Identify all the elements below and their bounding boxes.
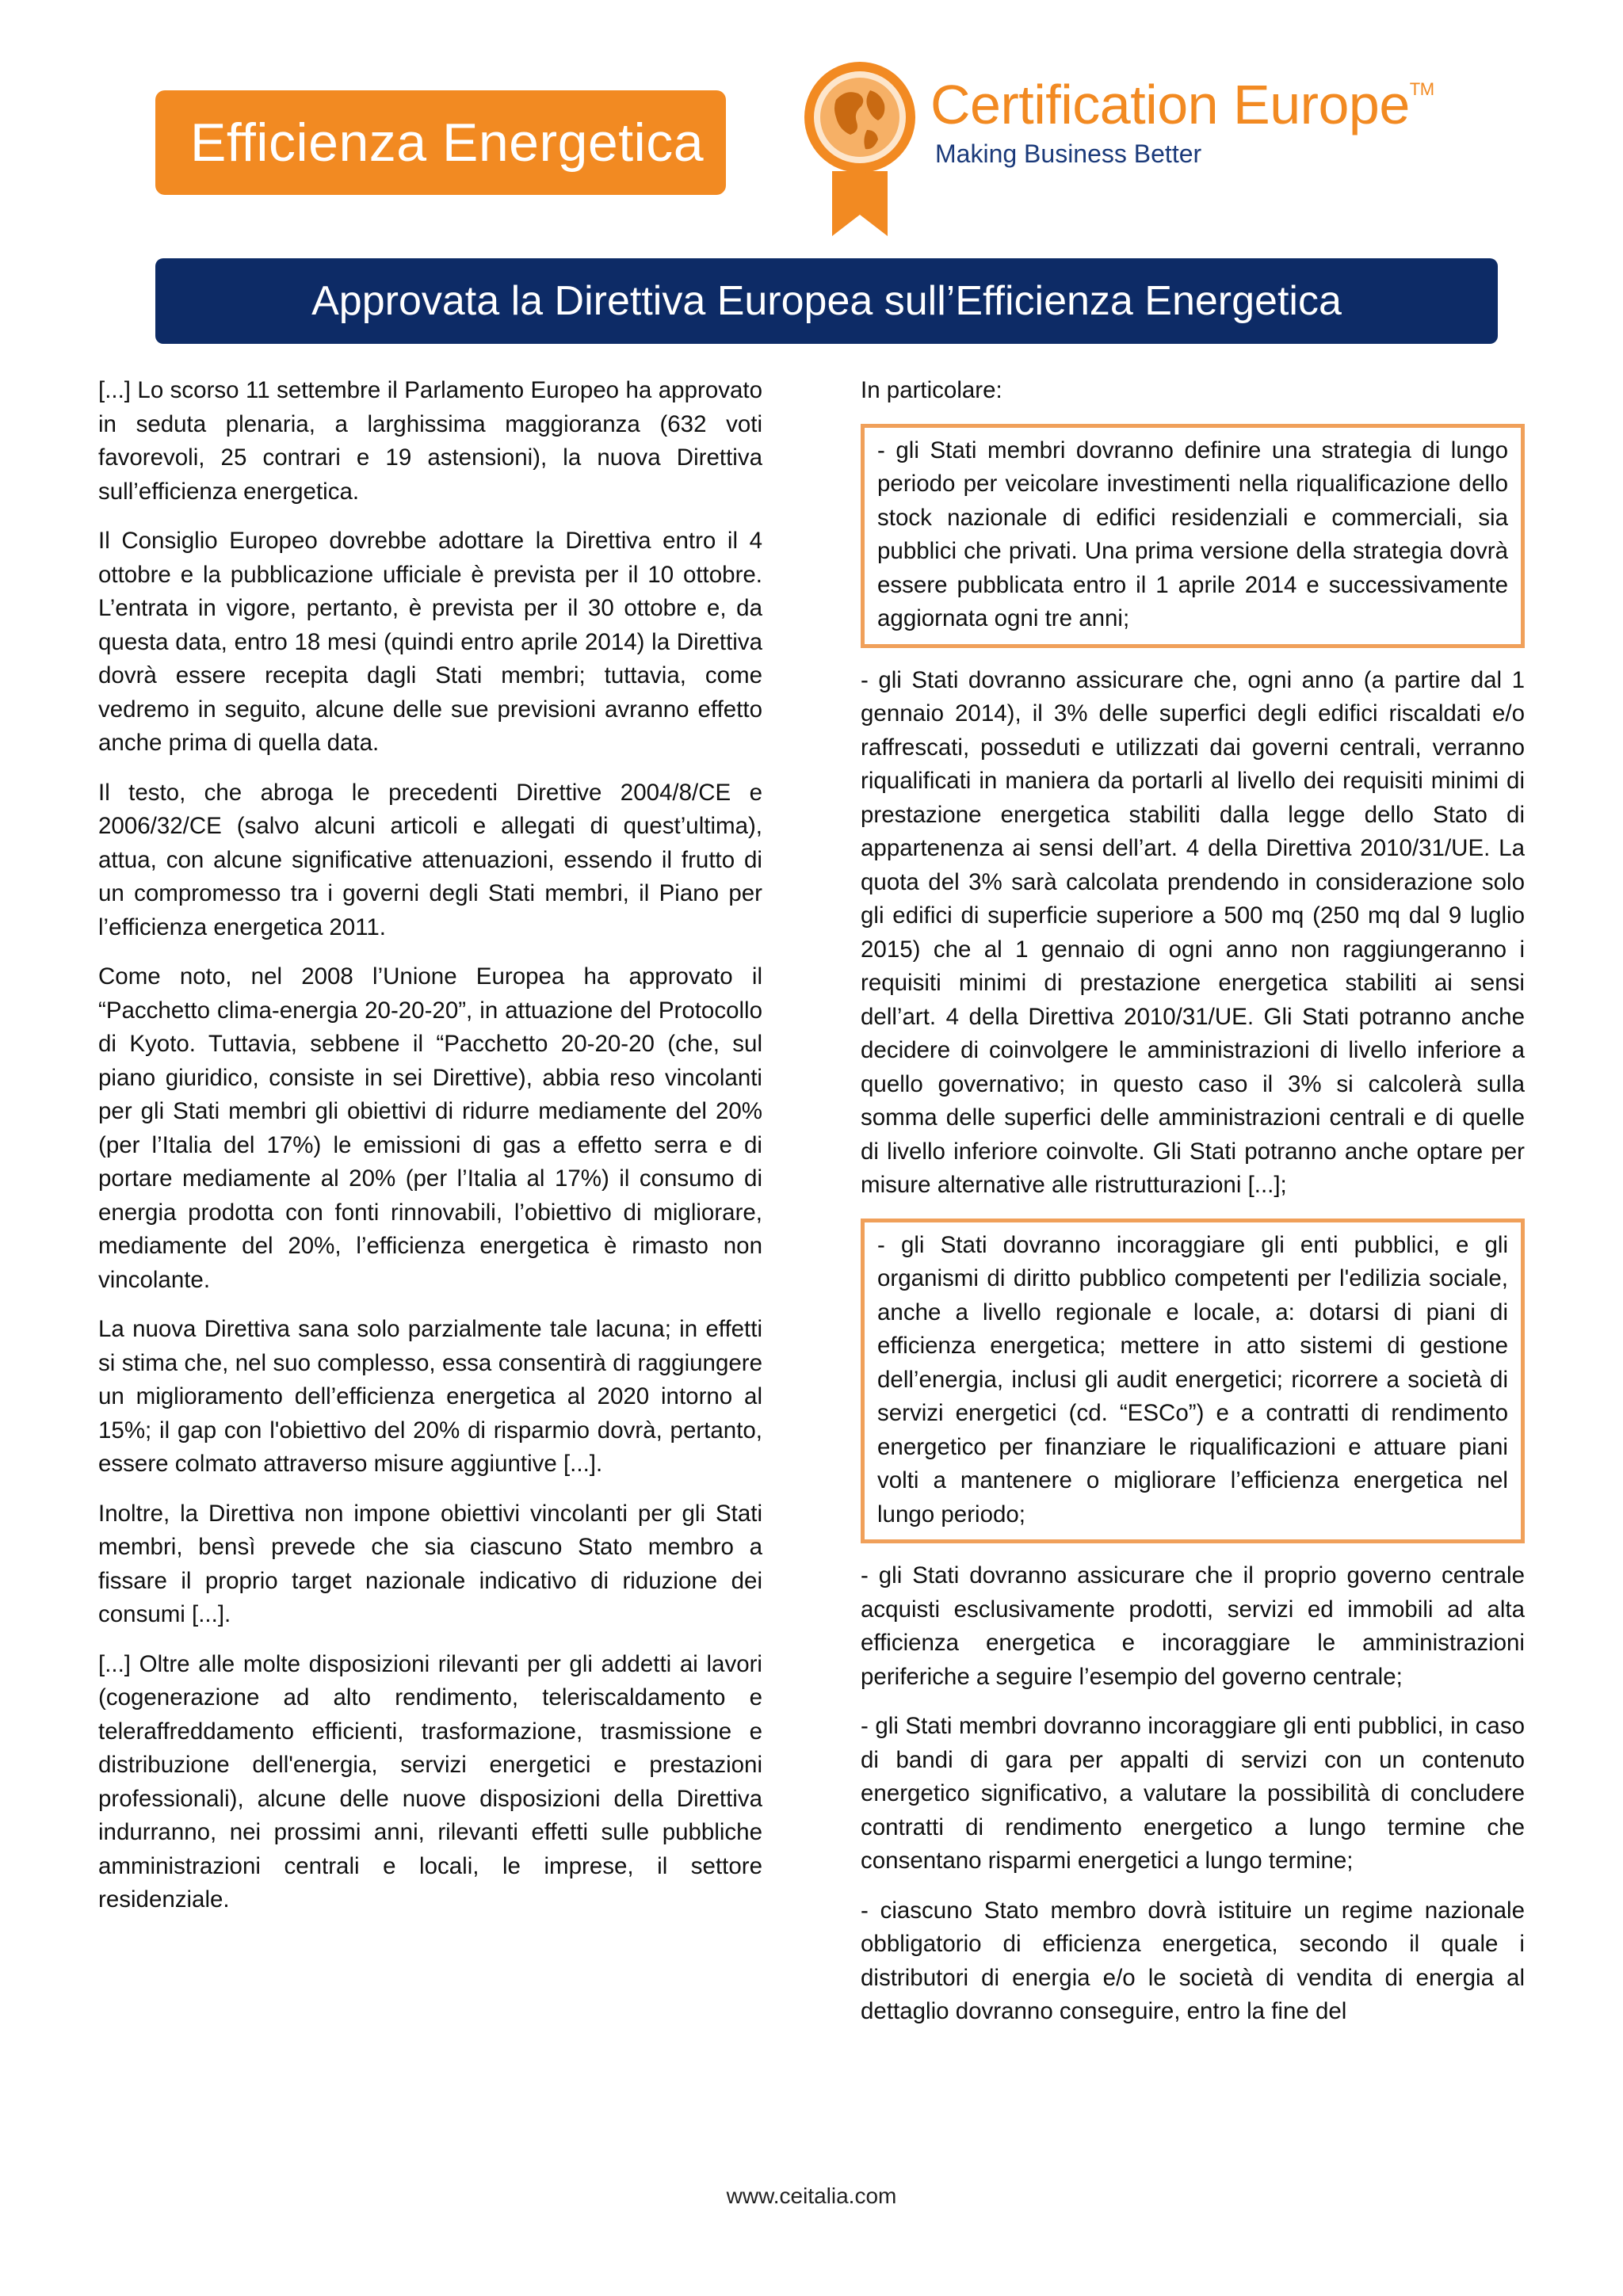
brand-logo (800, 52, 1514, 242)
highlighted-item: - gli Stati membri dovranno definire una strategia di lungo periodo per veicolare investimenti nella riqualificazione dello stock nazionale di edifici residenziali e commerciali, sia pubblici che privati. Una prima versione della strategia dovrà essere pubblicata entro il 1 aprile 2014 e successivamente aggiornata ogni tre anni; (861, 424, 1525, 648)
section-tag: Efficienza Energetica (155, 90, 726, 195)
brand-name: Certification Europe™ (930, 74, 1434, 135)
list-item: - ciascuno Stato membro dovrà istituire un regime nazionale obbligatorio di efficienza energetica, secondo il quale i distributori di energia e/o le società di vendita di energia al dettaglio dovranno conseguire, entro la fine del (861, 1897, 1525, 2024)
highlighted-item: - gli Stati dovranno incoraggiare gli enti pubblici, e gli organismi di diritto pubblico competenti per l'edilizia sociale, anche a livello regionale e locale, a: dotarsi di piani di efficienza energetica; mettere in atto sistemi di gestione dell’energia, inclusi gli audit energetici; ricorrere a società di servizi energetici (cd. “ESCo”) e a contratti di rendimento energetico per finanziare le riqualificazioni e attuare piani volti a mantenere o migliorare l’efficienza energetica nel lungo periodo; (861, 1219, 1525, 1544)
paragraph: Inoltre, la Direttiva non impone obiettivi vincolanti per gli Stati membri, bensì prevede che sia ciascuno Stato membro a fissare il proprio target nazionale indicativo di riduzione dei consumi [...]. (98, 1500, 762, 1627)
paragraph: [...] Lo scorso 11 settembre il Parlamento Europeo ha approvato in seduta plenaria, a larghissima maggioranza (632 voti favorevoli, 25 contrari e 19 astensioni), la nuova Direttiva sull’efficienza energetica. (98, 377, 762, 505)
intro-paragraph: In particolare: (861, 377, 1002, 403)
brand-tagline: Making Business Better (935, 139, 1202, 168)
page-title-banner: Approvata la Direttiva Europea sull’Efficienza Energetica (155, 258, 1498, 344)
list-item: - gli Stati membri dovranno incoraggiare gli enti pubblici, in caso di bandi di gara per appalti di servizi con un contenuto energetico significativo, a valutare la possibilità di concludere contratti di rendimento energetico a lungo termine che consentano risparmi energetici a lungo termine; (861, 1713, 1525, 1874)
footer-url: www.ceitalia.com (726, 2183, 897, 2208)
trademark-mark: TM (1409, 79, 1434, 99)
paragraph: [...] Oltre alle molte disposizioni rilevanti per gli addetti ai lavori (cogenerazione ad alto rendimento, teleriscaldamento e teleraffreddamento efficienti, trasformazione, trasmissione e distribuzione dell'energia, servizi energetici e prestazioni professionali), alcune delle nuove disposizioni della Direttiva indurranno, nei prossimi anni, rilevanti effetti sulle pubbliche amministrazioni centrali e locali, le imprese, il settore residenziale. (98, 1650, 762, 1913)
paragraph: Il testo, che abroga le precedenti Direttive 2004/8/CE e 2006/32/CE (salvo alcuni articoli e allegati di quest’ultima), attua, con alcune significative attenuazioni, essendo il frutto di un compromesso tra i governi degli Stati membri, il Piano per l’efficienza energetica 2011. (98, 779, 762, 940)
list-item: - gli Stati dovranno assicurare che, ogni anno (a partire dal 1 gennaio 2014), il 3% delle superfici degli edifici riscaldati e/o raffrescati, posseduti e utilizzati dai governi centrali, verranno riqualificati in maniera da portarli al livello dei requisiti minimi di prestazione energetica stabiliti dalla legge dello Stato di appartenenza ai sensi dell’art. 4 della Direttiva 2010/31/UE. La quota del 3% sarà calcolata prendendo in considerazione solo gli edifici di superficie superiore a 500 mq (250 mq dal 9 luglio 2015) che al 1 gennaio di ogni anno non raggiungeranno i requisiti minimi di prestazione energetica stabiliti ai sensi dell’art. 4 della Direttiva 2010/31/UE. Gli Stati potranno anche decidere di coinvolgere le amministrazioni di livello inferiore a quello governativo; in questo caso il 3% si calcolerà sulla somma delle superfici delle amministrazioni centrali e di quelle di livello inferiore coinvolte. Gli Stati potranno anche optare per misure alternative alle ristrutturazioni [...]; (861, 666, 1525, 1198)
left-column (98, 374, 762, 1933)
paragraph: La nuova Direttiva sana solo parzialmente tale lacuna; in effetti si stima che, nel suo complesso, essa consentirà di raggiungere un miglioramento dell’efficienza energetica al 2020 intorno al 15%; il gap con l'obiettivo del 20% di risparmio dovrà, pertanto, essere colmato attraverso misure aggiuntive [...]. (98, 1316, 762, 1477)
right-column (861, 374, 1525, 2045)
globe-ribbon-icon (800, 52, 919, 242)
paragraph: Il Consiglio Europeo dovrebbe adottare la Direttiva entro il 4 ottobre e la pubblicazione ufficiale è prevista per il 10 ottobre. L’entrata in vigore, pertanto, è prevista per il 30 ottobre e, da questa data, entro 18 mesi (quindi entro aprile 2014) la Direttiva dovrà essere recepita dagli Stati membri; tuttavia, come vedremo in seguito, alcune delle sue previsioni avranno effetto anche prima di quella data. (98, 528, 762, 756)
paragraph: Come noto, nel 2008 l’Unione Europea ha approvato il “Pacchetto clima-energia 20-20-20”, in attuazione del Protocollo di Kyoto. Tuttavia, sebbene il “Pacchetto 20-20-20 (che, sul piano giuridico, consiste in sei Direttive), abbia reso vincolanti per gli Stati membri gli obiettivi di ridurre mediamente del 20% (per l’Italia del 17%) le emissioni di gas a effetto serra e di portare mediamente al 20% (per l’Italia al 17%) il consumo di energia prodotta con fonti rinnovabili, l’obiettivo di migliorare, mediamente del 20%, l’efficienza energetica è rimasto non vincolante. (98, 963, 762, 1293)
list-item: - gli Stati dovranno assicurare che il proprio governo centrale acquisti esclusivamente prodotti, servizi ed immobili ad alta efficienza energetica e incoraggiare le amministrazioni periferiche a seguire l’esempio del governo centrale; (861, 1562, 1525, 1690)
